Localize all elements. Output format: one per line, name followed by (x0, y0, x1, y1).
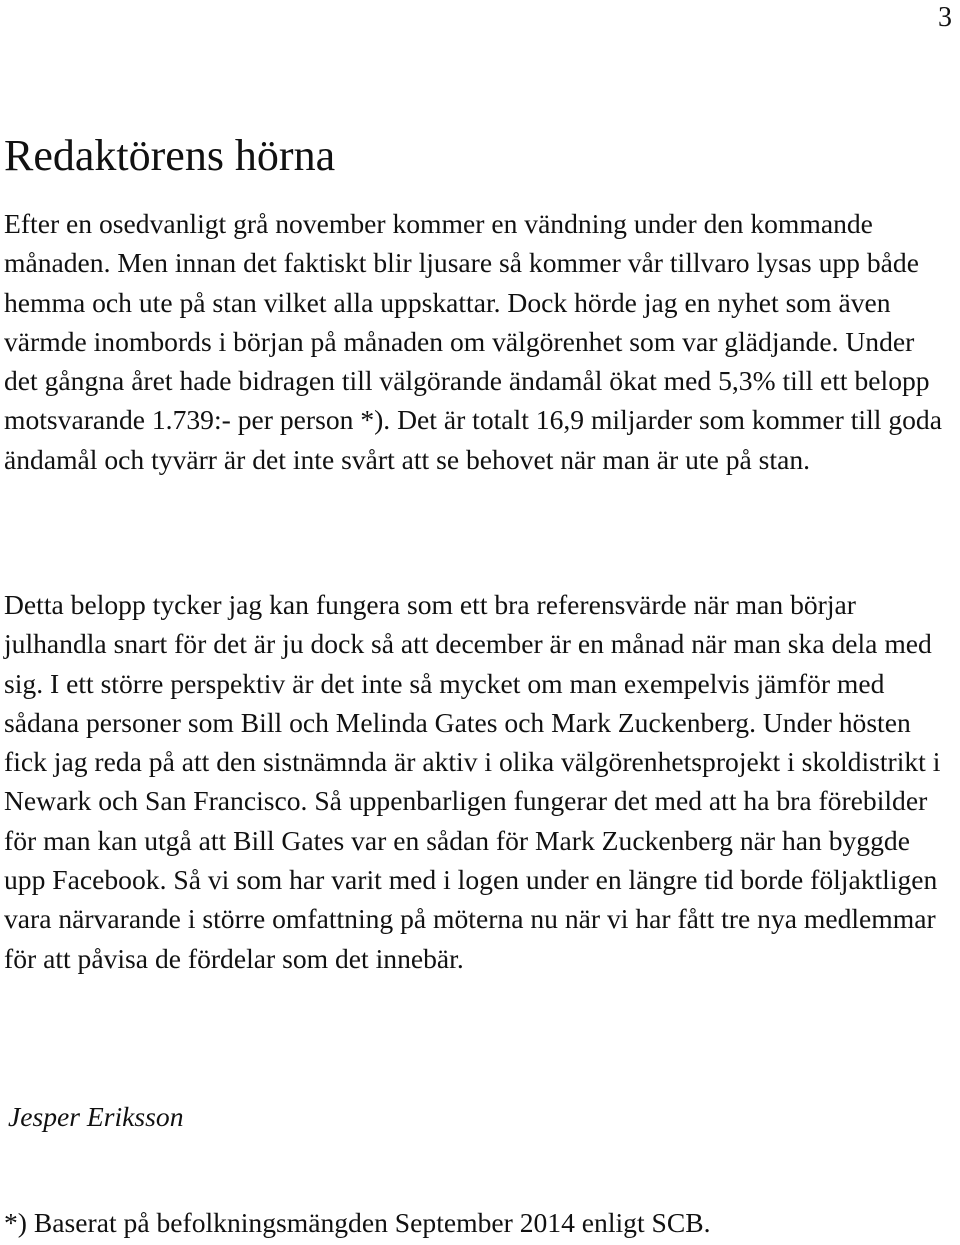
body-paragraph-2: Detta belopp tycker jag kan fungera som ett bra referensvärde när man börjar julhandla snart för det är ju dock så att december är en månad när man ska dela med sig. I ett större perspektiv är det inte så mycket om man exempelvis jämför med sådana personer som Bill och Melinda Gates och Mark Zuckenberg. Under hösten fick jag reda på att den sistnämnda är aktiv i olika välgörenhetsprojekt i skoldistrikt i Newark och San Francisco. Så uppenbarligen fungerar det med att ha bra förebilder för man kan utgå att Bill Gates var en sådan för Mark Zuckenberg när han byggde upp Facebook. Så vi som har varit med i logen under en längre tid borde följaktligen vara närvarande i större omfattning på möterna nu när vi har fått tre nya medlemmar för att påvisa de fördelar som det innebär. (4, 589, 941, 974)
author-signature: Jesper Eriksson (8, 1101, 184, 1132)
body-paragraph-1: Efter en osedvanligt grå november kommer en vändning under den kommande månaden. Men innan det faktiskt blir ljusare så kommer vår tillvaro lysas upp både hemma och ute på stan vilket alla uppskattar. Dock hörde jag en nyhet som även värmde inombords i början på månaden om välgörenhet som var glädjande. Under det gångna året hade bidragen till välgörande ändamål ökat med 5,3% till ett belopp motsvarande 1.739:- per person *). Det är totalt 16,9 miljarder som kommer till goda ändamål och tyvärr är det inte svårt att se behovet när man är ute på stan. (4, 208, 942, 475)
page-title: Redaktörens hörna (4, 131, 336, 180)
page-number: 3 (938, 2, 952, 33)
footnote: *) Baserat på befolkningsmängden September 2014 enligt SCB. (4, 1207, 711, 1238)
